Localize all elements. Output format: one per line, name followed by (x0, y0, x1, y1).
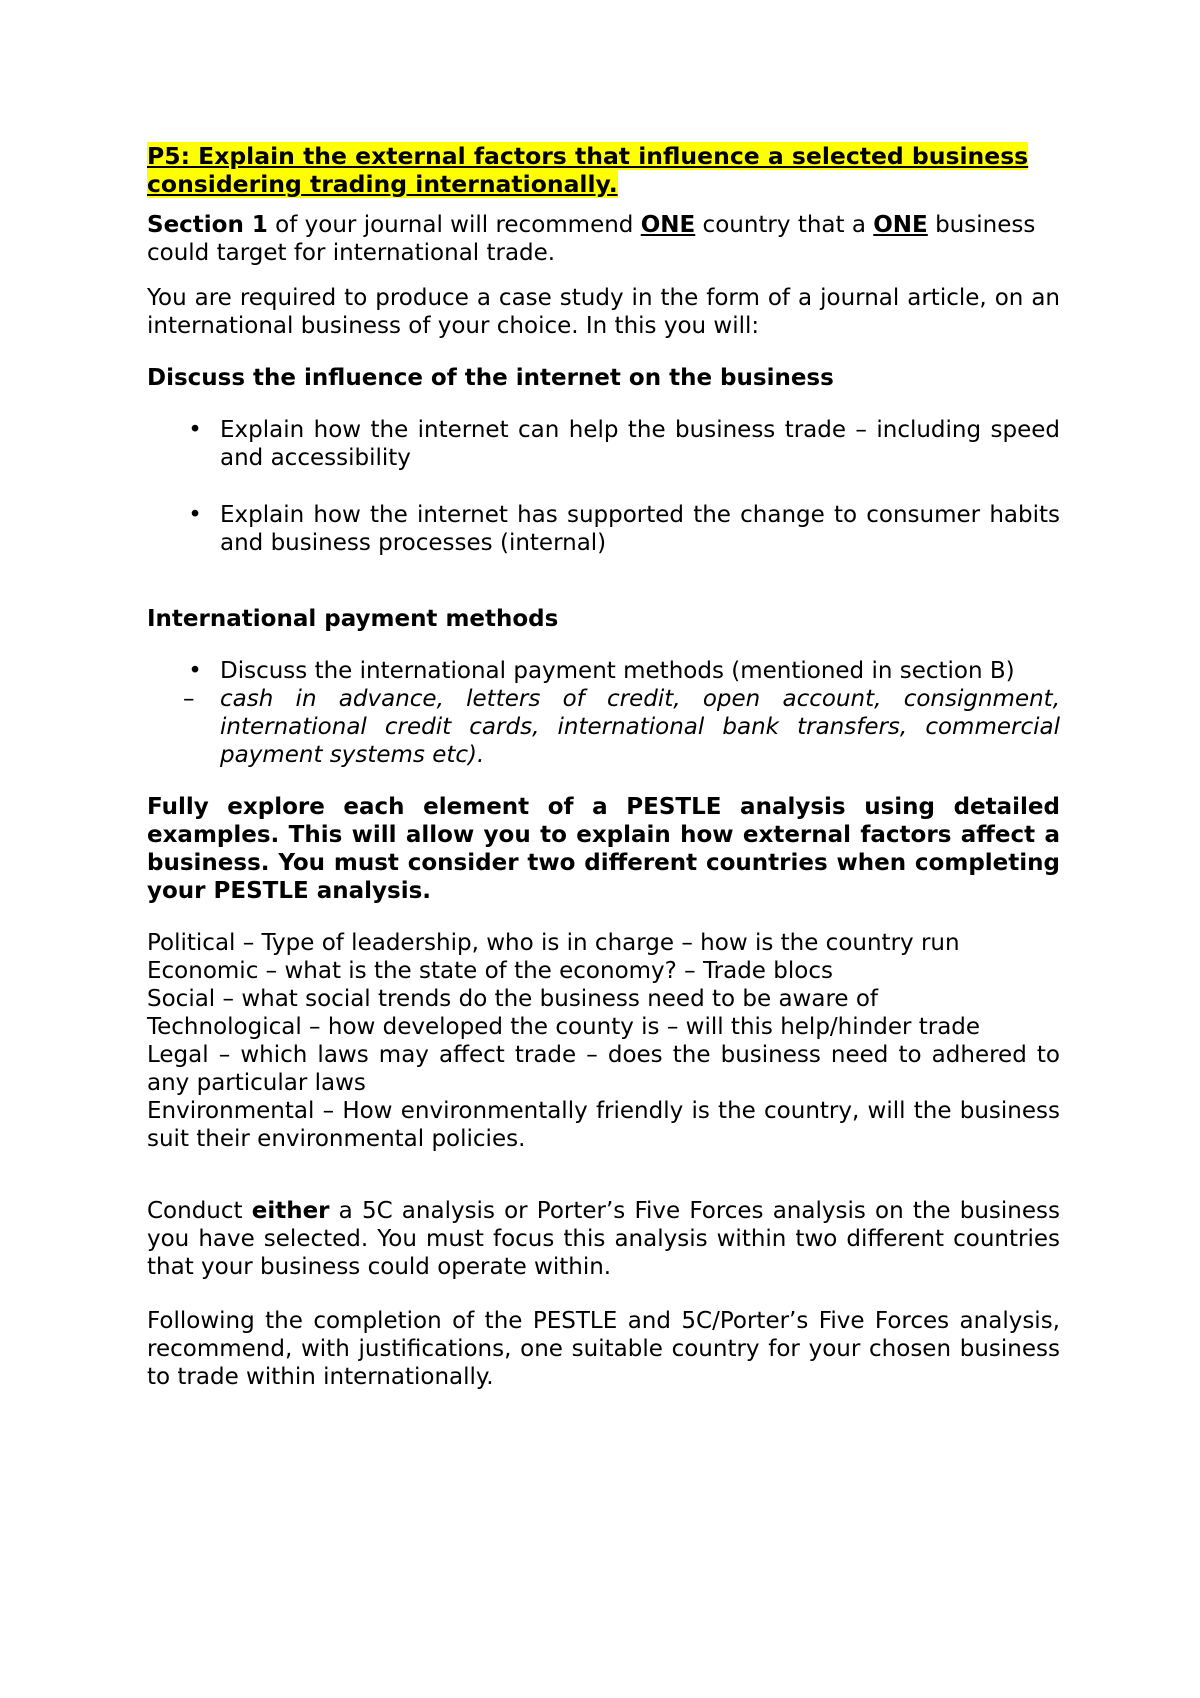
conduct-either: either (251, 1198, 330, 1224)
section1-one-b: ONE (873, 212, 928, 238)
internet-bullet-1 (147, 416, 1060, 472)
section1-text-1: of your journal will recommend (267, 212, 641, 238)
section1-paragraph (147, 211, 1060, 267)
intro-paragraph: You are required to produce a case study in the form of a journal article, on an international business of your choice. In this you will: (147, 285, 1060, 339)
section1-text-3: business could target for international trade. (147, 212, 1036, 266)
payment-methods-list (147, 685, 1060, 769)
bullet-glyph: • (188, 417, 202, 443)
pestle-list (147, 929, 1060, 1153)
pestle-legal: Legal – which laws may affect trade – does the business need to adhered to any particular laws (147, 1042, 1060, 1096)
page-title (147, 142, 1060, 198)
conduct-text-2: a 5C analysis or Porter’s Five Forces analysis on the business you have selected. You must focus this analysis within two different countries that your business could operate within. (147, 1198, 1060, 1280)
pestle-political: Political – Type of leadership, who is in charge – how is the country run (147, 930, 960, 956)
document-body (147, 142, 1060, 1391)
conduct-text-1: Conduct (147, 1198, 252, 1224)
internet-bullet-1-text: Explain how the internet can help the business trade – including speed and accessibility (220, 417, 1060, 471)
payment-heading: International payment methods (147, 606, 559, 632)
pestle-intro: Fully explore each element of a PESTLE analysis using detailed examples. This will allow you to explain how external factors affect a business. You must consider two different countries when completing your PESTLE analysis. (147, 794, 1060, 904)
bullet-glyph: • (188, 658, 202, 684)
internet-bullet-2 (147, 501, 1060, 557)
section1-label: Section 1 (147, 212, 268, 238)
section1-text-2: country that a (695, 212, 874, 238)
title-line-1: P5: Explain the external factors that influence a selected business (147, 142, 1029, 170)
following-paragraph: Following the completion of the PESTLE and 5C/Porter’s Five Forces analysis, recommend, with justifications, one suitable country for your chosen business to trade within internationally. (147, 1308, 1060, 1390)
internet-bullet-2-text: Explain how the internet has supported the change to consumer habits and business processes (internal) (220, 502, 1060, 556)
pestle-technological: Technological – how developed the county is – will this help/hinder trade (147, 1014, 981, 1040)
pestle-environmental: Environmental – How environmentally friendly is the country, will the business suit their environmental policies. (147, 1098, 1060, 1152)
payment-bullet-text: Discuss the international payment methods (mentioned in section B) (220, 658, 1015, 684)
section1-one-a: ONE (640, 212, 696, 238)
bullet-glyph: • (188, 502, 202, 528)
conduct-paragraph (147, 1197, 1060, 1281)
pestle-economic: Economic – what is the state of the economy? – Trade blocs (147, 958, 833, 984)
payment-methods-text: cash in advance, letters of credit, open account, consignment, international credit cards, international bank transfers, commercial payment systems etc). (220, 686, 1060, 768)
title-line-2: considering trading internationally. (147, 170, 618, 198)
payment-bullet (147, 657, 1060, 685)
internet-heading: Discuss the influence of the internet on the business (147, 365, 834, 391)
pestle-social: Social – what social trends do the business need to be aware of (147, 986, 879, 1012)
dash-glyph: – (183, 686, 195, 712)
